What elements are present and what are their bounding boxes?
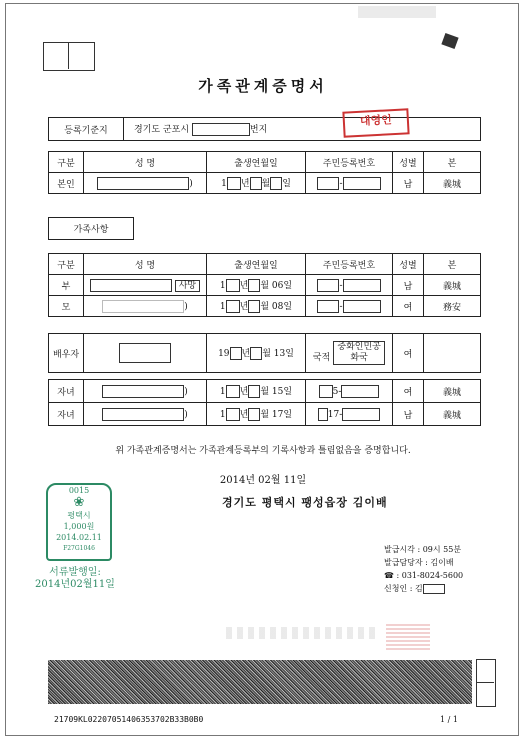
- father-rrn: [306, 275, 393, 296]
- stamp-label: 서류발행일:: [49, 567, 101, 578]
- mother-birth: [207, 296, 306, 317]
- address-suffix: 번지: [249, 125, 268, 135]
- self-category: 본인: [49, 173, 84, 194]
- nationality-value: 중화인민공화국: [333, 341, 385, 365]
- spouse-name: [84, 334, 207, 373]
- family-header-category: 구분: [49, 254, 84, 275]
- spouse-birth: [207, 334, 306, 373]
- birth-year-prefix: 1: [219, 281, 226, 291]
- redacted-name: [119, 343, 171, 363]
- birth-year-unit: 년: [239, 281, 249, 291]
- redacted-address: [192, 123, 250, 136]
- birth-year-unit: 년: [239, 387, 249, 397]
- issuance-details: [384, 543, 463, 595]
- father-name: [84, 275, 207, 296]
- child1-category: 자녀: [49, 380, 84, 403]
- child2-rrn: [306, 403, 393, 426]
- father-category: 부: [49, 275, 84, 296]
- redacted-year: [226, 408, 240, 421]
- redacted-rrn-b: [343, 177, 381, 190]
- redacted-year: [226, 385, 240, 398]
- birth-year-prefix: 19: [218, 349, 230, 359]
- self-table: [48, 151, 481, 194]
- child2-sex: 남: [393, 403, 424, 426]
- stamp-fee: 1,000원: [63, 522, 95, 531]
- spouse-origin: [424, 334, 481, 373]
- redacted-month: [250, 177, 262, 190]
- rrn-separator: -: [339, 178, 343, 189]
- self-origin: 義城: [424, 173, 481, 194]
- spouse-category: 배우자: [49, 334, 84, 373]
- birth-month-unit: 월: [261, 179, 271, 189]
- family-header-origin: 본: [424, 254, 481, 275]
- redacted-rrn-b: [343, 279, 381, 292]
- spouse-nationality: [306, 334, 393, 373]
- document-code: 21709KL02207051406353702B33B0B0: [54, 715, 204, 724]
- birth-year-prefix: 1: [219, 410, 226, 420]
- redacted-applicant: [423, 584, 445, 594]
- redacted-rrn-b: [342, 408, 380, 421]
- mother-category: 모: [49, 296, 84, 317]
- self-rrn: [306, 173, 393, 194]
- birth-year-prefix: 1: [221, 179, 227, 189]
- child1-name-suffix: ): [184, 386, 188, 397]
- mother-name: [84, 296, 207, 317]
- mother-sex: 여: [393, 296, 424, 317]
- stamp-code: F27G1046: [63, 545, 95, 552]
- redacted-name: [97, 177, 189, 190]
- spouse-table: [48, 333, 481, 373]
- mother-name-suffix: ): [184, 301, 188, 312]
- birth-month-day: 월 13일: [262, 349, 294, 359]
- redacted-name: [102, 385, 184, 398]
- registry-label: 등록기준지: [49, 118, 124, 141]
- family-row-child-1: [49, 380, 481, 403]
- rrn-part: 17-: [327, 409, 343, 420]
- child2-category: 자녀: [49, 403, 84, 426]
- redacted-name: [90, 279, 172, 292]
- redacted-year: [230, 347, 242, 360]
- redacted-month: [250, 347, 262, 360]
- child1-sex: 여: [393, 380, 424, 403]
- barcode-box: [476, 659, 496, 707]
- faded-stamp: [226, 627, 376, 639]
- birth-year-prefix: 1: [219, 302, 226, 312]
- issue-date-stamp: [35, 567, 115, 591]
- deceased-note: 사망: [175, 280, 200, 292]
- family-header-rrn: 주민등록번호: [306, 254, 393, 275]
- birth-day-unit: 일: [282, 179, 291, 189]
- certification-text: 위 가족관계증명서는 가족관계등록부의 기록사항과 틀림없음을 증명합니다.: [115, 446, 411, 456]
- birth-month-day: 월 17일: [260, 410, 293, 420]
- redacted-year: [227, 177, 241, 190]
- scan-artifact: [358, 6, 436, 18]
- child2-origin: 義城: [424, 403, 481, 426]
- mother-origin: 務安: [424, 296, 481, 317]
- issue-date: 2014년 02월 11일: [219, 475, 307, 486]
- redacted-month: [248, 385, 260, 398]
- redacted-month: [248, 408, 260, 421]
- redacted-rrn-b: [343, 300, 381, 313]
- family-header-birth: 출생연월일: [207, 254, 306, 275]
- redacted-rrn-a: [317, 177, 339, 190]
- birth-month-day: 월 06일: [260, 281, 293, 291]
- redacted-rrn-b: [341, 385, 379, 398]
- issuer-name: 경기도 평택시 팽성읍장 김이배: [222, 496, 388, 509]
- applicant: 신청인 : 김: [384, 584, 423, 593]
- birth-month-day: 월 08일: [260, 302, 293, 312]
- child2-birth: [207, 403, 306, 426]
- birth-month-day: 월 15일: [260, 387, 293, 397]
- security-barcode: [48, 660, 472, 704]
- birth-year-unit: 년: [239, 410, 249, 420]
- stamp-date: 2014.02.11: [56, 533, 102, 542]
- page-title: 가족관계증명서: [198, 77, 328, 95]
- child2-name: [84, 403, 207, 426]
- child1-origin: 義城: [424, 380, 481, 403]
- barcode-box-divider: [476, 682, 494, 683]
- faded-seal: [386, 622, 430, 650]
- birth-year-unit: 년: [239, 302, 249, 312]
- header-name: 성 명: [84, 152, 207, 173]
- redacted-name: [102, 300, 184, 313]
- redacted-name: [102, 408, 184, 421]
- family-row-mother: [49, 296, 481, 317]
- self-sex: 남: [393, 173, 424, 194]
- red-seal: 대영인: [342, 108, 409, 137]
- corner-box-top-left: [43, 42, 95, 71]
- header-birth: 출생연월일: [207, 152, 306, 173]
- child2-name-suffix: ): [184, 409, 188, 420]
- rrn-separator: -: [339, 280, 343, 291]
- issue-time: 발급시각 : 09시 55분: [384, 545, 462, 554]
- rrn-part: 5-: [332, 386, 342, 397]
- page-number: 1 / 1: [440, 715, 458, 724]
- redacted-month: [248, 279, 260, 292]
- address-prefix: 경기도 군포시: [134, 125, 190, 135]
- birth-year-prefix: 1: [219, 387, 226, 397]
- redacted-year: [226, 300, 240, 313]
- redacted-rrn-a: [318, 408, 328, 421]
- child1-birth: [207, 380, 306, 403]
- stamp-number: 0015: [68, 486, 90, 495]
- redacted-rrn-a: [317, 279, 339, 292]
- child1-rrn: [306, 380, 393, 403]
- father-birth: [207, 275, 306, 296]
- family-table: [48, 253, 481, 317]
- family-row-spouse: [49, 334, 481, 373]
- stamp-label-date: 2014년02월11일: [35, 579, 115, 590]
- registry-table: [48, 117, 481, 141]
- family-label-box: [48, 217, 134, 240]
- family-row-child-2: [49, 403, 481, 426]
- self-name-suffix: ): [189, 178, 193, 189]
- redacted-rrn-a: [319, 385, 333, 398]
- redacted-day: [270, 177, 282, 190]
- header-origin: 본: [424, 152, 481, 173]
- redacted-rrn-a: [317, 300, 339, 313]
- father-origin: 義城: [424, 275, 481, 296]
- child1-name: [84, 380, 207, 403]
- redacted-year: [226, 279, 240, 292]
- rrn-separator: -: [339, 301, 343, 312]
- issue-phone: ☎ : 031-8024-5600: [384, 571, 464, 580]
- redacted-month: [248, 300, 260, 313]
- birth-year-unit: 년: [241, 349, 251, 359]
- header-sex: 성별: [393, 152, 424, 173]
- spouse-sex: 여: [393, 334, 424, 373]
- family-row-father: [49, 275, 481, 296]
- issue-officer: 발급담당자 : 김이배: [384, 558, 454, 567]
- family-label: 가족사항: [49, 218, 134, 240]
- revenue-stamp: [46, 483, 112, 561]
- family-header-sex: 성별: [393, 254, 424, 275]
- header-category: 구분: [49, 152, 84, 173]
- self-name: [84, 173, 207, 194]
- corner-box-divider: [68, 42, 69, 69]
- children-table: [48, 379, 481, 426]
- self-birth: [207, 173, 306, 194]
- family-header-name: 성 명: [84, 254, 207, 275]
- birth-year-unit: 년: [240, 179, 250, 189]
- stamp-emblem-icon: ❀: [73, 495, 85, 510]
- mother-rrn: [306, 296, 393, 317]
- nationality-label: 국적: [312, 353, 331, 363]
- father-sex: 남: [393, 275, 424, 296]
- registry-address: [124, 118, 481, 141]
- stamp-city: 평택시: [67, 511, 91, 520]
- header-rrn: 주민등록번호: [306, 152, 393, 173]
